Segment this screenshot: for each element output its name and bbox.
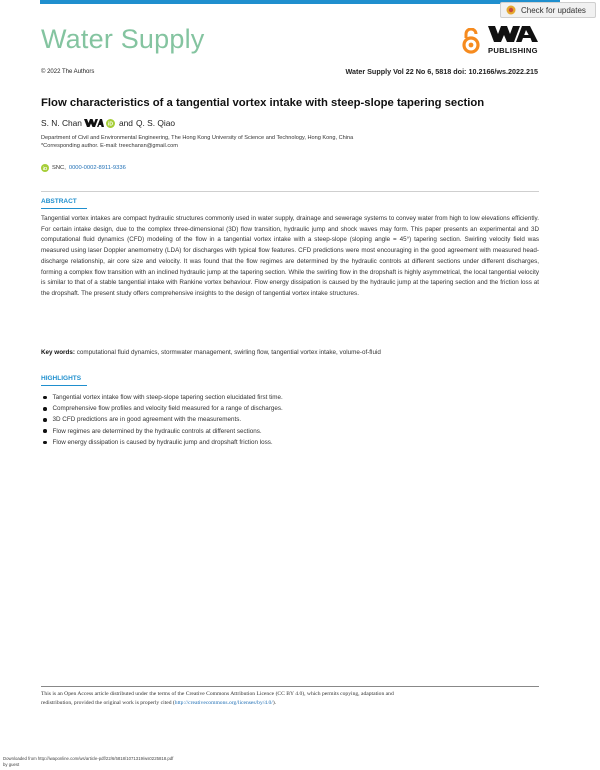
highlight-text: Tangential vortex intake flow with steep-slope tapering section elucidated first time.	[52, 394, 283, 401]
list-item	[41, 392, 283, 403]
section-divider	[41, 191, 539, 192]
license-link[interactable]: http://creativecommons.org/licenses/by/4.0/	[174, 700, 273, 707]
journal-name: Water Supply	[41, 24, 205, 54]
license-notice	[41, 690, 539, 709]
abstract-heading: ABSTRACT	[41, 198, 77, 205]
check-updates-label: Check for updates	[521, 5, 586, 15]
download-line-1: Downloaded from http://iwaponline.com/ws/article-pdf/22/6/5818/1071319/ws0225818.pdf	[3, 756, 174, 761]
author-separator: and	[118, 118, 133, 128]
top-accent-bar	[40, 0, 560, 4]
bullet-icon	[43, 429, 47, 433]
highlight-text: Flow regimes are determined by the hydraulic controls at different sections.	[52, 427, 262, 435]
bullet-icon	[43, 396, 47, 400]
footer-divider	[41, 686, 539, 687]
svg-text:iD: iD	[107, 121, 113, 127]
highlight-text: 3D CFD predictions are in good agreement with the measurements.	[52, 416, 242, 424]
bullet-icon	[43, 418, 47, 422]
license-text-1: This is an Open Access article distributed under the terms of the Creative Commons Attribution Licence (CC BY 4.0), which permits copying, adaptation and	[41, 691, 394, 697]
check-updates-icon	[506, 5, 516, 15]
keywords-label: Key words:	[41, 349, 75, 356]
affiliation-block	[41, 134, 353, 150]
highlights-heading: HIGHLIGHTS	[41, 375, 82, 382]
list-item	[41, 437, 283, 448]
open-access-icon	[459, 28, 483, 54]
keywords-line	[41, 349, 381, 356]
corresponding-author: *Corresponding author. E-mail: treechansn@gmail.com	[41, 143, 178, 149]
author-2[interactable]: Q. S. Qiao	[135, 118, 176, 128]
orcid-link[interactable]: 0000-0002-8911-9336	[68, 165, 126, 171]
iwa-member-icon	[84, 118, 104, 128]
abstract-underline	[41, 208, 87, 209]
bullet-icon	[43, 407, 47, 411]
orcid-icon	[41, 164, 49, 172]
keywords-text: computational fluid dynamics, stormwater management, swirling flow, tangential vortex intake, volume-of-fluid	[76, 349, 381, 356]
bullet-icon	[43, 441, 47, 445]
abstract-text: Tangential vortex intakes are compact hydraulic structures commonly used in water supply, drainage and sewerage systems to convey water from high to low elevations efficiently. For certain intake design, due to the complex three-dimensional (3D) flow transition, hydraulic jump and shock waves may form. This paper presents an experimental and 3D computational fluid dynamics (CFD) modeling of the flow in a tangential vortex intake with a steep-slope (sloping angle = 45°) tapering section. Swirling velocity field was measured using laser Doppler anemometry (LDA) for discharges with typical flow features. CFD predictions were most encouraging in the good agreement with measured head-discharge relationship, air core size and velocity. It was found that the flow regimes are determined by the hydraulic controls at different sections under different discharges, forming a complex flow transition with an inclined hydraulic jump at the tapering section. While the swirling flow in the dropshaft is highly asymmetrical, the local tangential velocity is similar to that of a stable tangential intake with Rankine vortex behaviour. Flow energy dissipation is caused by the hydraulic jump at the tapering section and the friction loss at the dropshaft. The present study offers comprehensive insights to the design of tangential vortex intake structures.	[41, 215, 539, 297]
author-1[interactable]: S. N. Chan	[41, 118, 82, 128]
author-list	[41, 118, 175, 128]
list-item	[41, 403, 283, 414]
highlights-list	[41, 392, 283, 448]
svg-text:iD: iD	[42, 166, 48, 171]
copyright-notice: © 2022 The Authors	[41, 69, 95, 75]
orcid-label: SNC,	[52, 165, 66, 171]
license-text-2: redistribution, provided the original work is properly cited (	[41, 700, 175, 707]
orcid-icon[interactable]	[106, 119, 115, 128]
article-title: Flow characteristics of a tangential vortex intake with steep-slope tapering section	[41, 97, 485, 109]
check-for-updates-button[interactable]	[500, 2, 596, 18]
download-line-2: by guest	[3, 761, 20, 767]
svg-text:PUBLISHING: PUBLISHING	[488, 46, 538, 55]
highlights-underline	[41, 385, 87, 386]
orcid-line	[41, 164, 126, 172]
highlight-text: Flow energy dissipation is caused by hydraulic jump and dropshaft friction loss.	[52, 438, 273, 446]
list-item	[41, 414, 283, 425]
affiliation: Department of Civil and Environmental Engineering, The Hong Kong University of Science and Technology, Hong Kong, China	[41, 135, 354, 141]
iwa-publishing-logo	[486, 24, 546, 56]
list-item	[41, 426, 283, 437]
download-note	[3, 756, 173, 767]
citation-doi: Water Supply Vol 22 No 6, 5818 doi: 10.2166/ws.2022.215	[345, 67, 538, 76]
license-text-3: ).	[272, 700, 277, 707]
highlight-text: Comprehensive flow profiles and velocity field measured for a range of discharges.	[52, 405, 283, 413]
